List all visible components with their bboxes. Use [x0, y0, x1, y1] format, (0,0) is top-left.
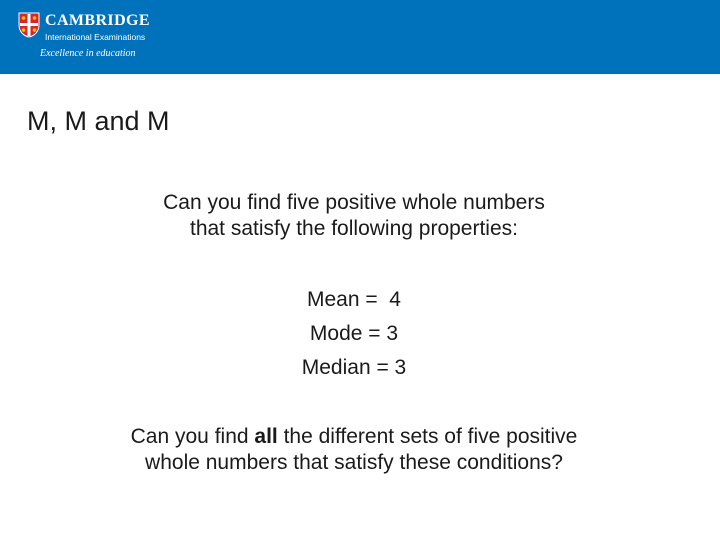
follow-up-emphasis: all: [254, 425, 278, 448]
brand-tagline: Excellence in education: [40, 48, 136, 59]
question-text: [0, 190, 708, 242]
property-median: Median = 3: [301, 356, 407, 379]
properties-list: [0, 283, 708, 385]
question-line-2: that satisfy the following properties:: [189, 217, 518, 240]
brand-name: CAMBRIDGE: [45, 12, 150, 29]
header-band: [0, 0, 720, 74]
follow-up-line-1: [0, 424, 708, 450]
follow-up-line-2: whole numbers that satisfy these conditions?: [145, 451, 563, 474]
slide-title: M, M and M: [27, 106, 170, 136]
cambridge-logo: [18, 10, 168, 66]
brand-subtitle: International Examinations: [45, 32, 146, 42]
question-line-1: Can you find five positive whole numbers: [163, 191, 545, 214]
follow-up-post: the different sets of five positive: [277, 425, 578, 448]
property-mode: Mode = 3: [309, 322, 399, 345]
follow-up-pre: Can you find: [130, 425, 255, 448]
follow-up-question: [0, 424, 708, 476]
crest-shield-icon: [18, 12, 40, 38]
property-mean: Mean = 4: [307, 288, 401, 311]
